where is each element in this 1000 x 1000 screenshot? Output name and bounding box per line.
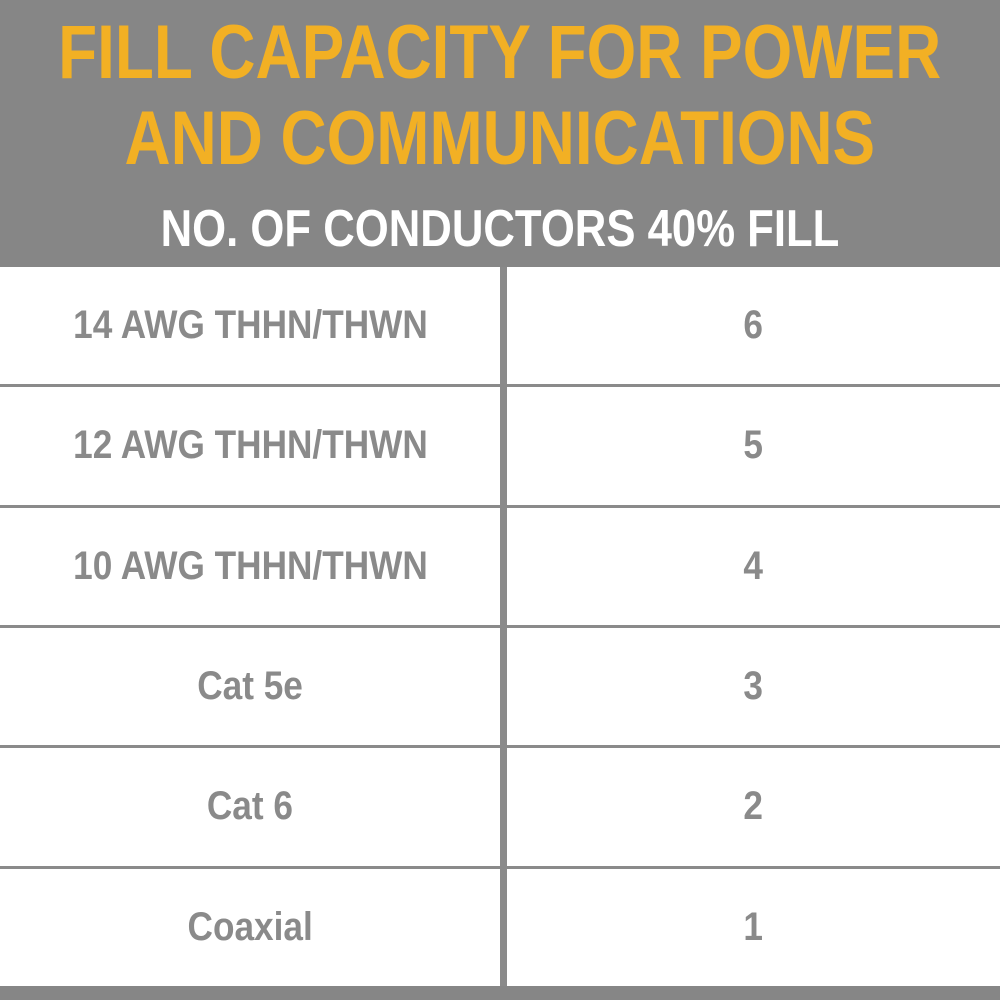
conductor-type-label: 12 AWG THHN/THWN: [72, 423, 428, 468]
conductor-count-cell: [500, 267, 1000, 384]
conductor-type-cell: [0, 869, 500, 986]
conductor-type-cell: [0, 748, 500, 865]
conductor-count-value: 1: [743, 904, 764, 949]
conductor-type-cell: [0, 508, 500, 625]
conductor-count-value: 2: [743, 784, 764, 829]
page-subtitle-text: NO. OF CONDUCTORS 40% FILL: [160, 199, 840, 258]
conductor-count-value: 5: [743, 423, 764, 468]
page-title-line-1: [0, 9, 1000, 95]
footer-bar: [0, 986, 1000, 1000]
conductor-count-cell: [500, 748, 1000, 865]
conductor-count-value: 6: [743, 303, 764, 348]
page-title-line-2: [53, 95, 947, 181]
table-row: [0, 267, 1000, 387]
conductor-type-cell: [0, 628, 500, 745]
header-banner: [0, 0, 1000, 267]
conductor-count-cell: [500, 869, 1000, 986]
page-title-line-2-text: AND COMMUNICATIONS: [124, 95, 876, 181]
table-row: [0, 387, 1000, 507]
conductor-type-label: 14 AWG THHN/THWN: [72, 303, 428, 348]
conductor-count-cell: [500, 387, 1000, 504]
conductor-type-label: Cat 5e: [197, 664, 303, 709]
conductor-count-cell: [500, 508, 1000, 625]
page-title-line-1-text: FILL CAPACITY FOR POWER: [58, 9, 942, 95]
conductor-type-cell: [0, 267, 500, 384]
page-subtitle: [96, 199, 904, 258]
table-row: [0, 869, 1000, 986]
conductor-type-label: 10 AWG THHN/THWN: [72, 543, 428, 588]
conductor-type-label: Coaxial: [187, 904, 313, 949]
conductor-count-value: 4: [743, 543, 764, 588]
conductor-type-cell: [0, 387, 500, 504]
table-row: [0, 508, 1000, 628]
conductor-count-cell: [500, 628, 1000, 745]
table-row: [0, 748, 1000, 868]
fill-capacity-table: [0, 267, 1000, 986]
conductor-type-label: Cat 6: [206, 784, 294, 829]
conductor-count-value: 3: [743, 664, 764, 709]
table-row: [0, 628, 1000, 748]
